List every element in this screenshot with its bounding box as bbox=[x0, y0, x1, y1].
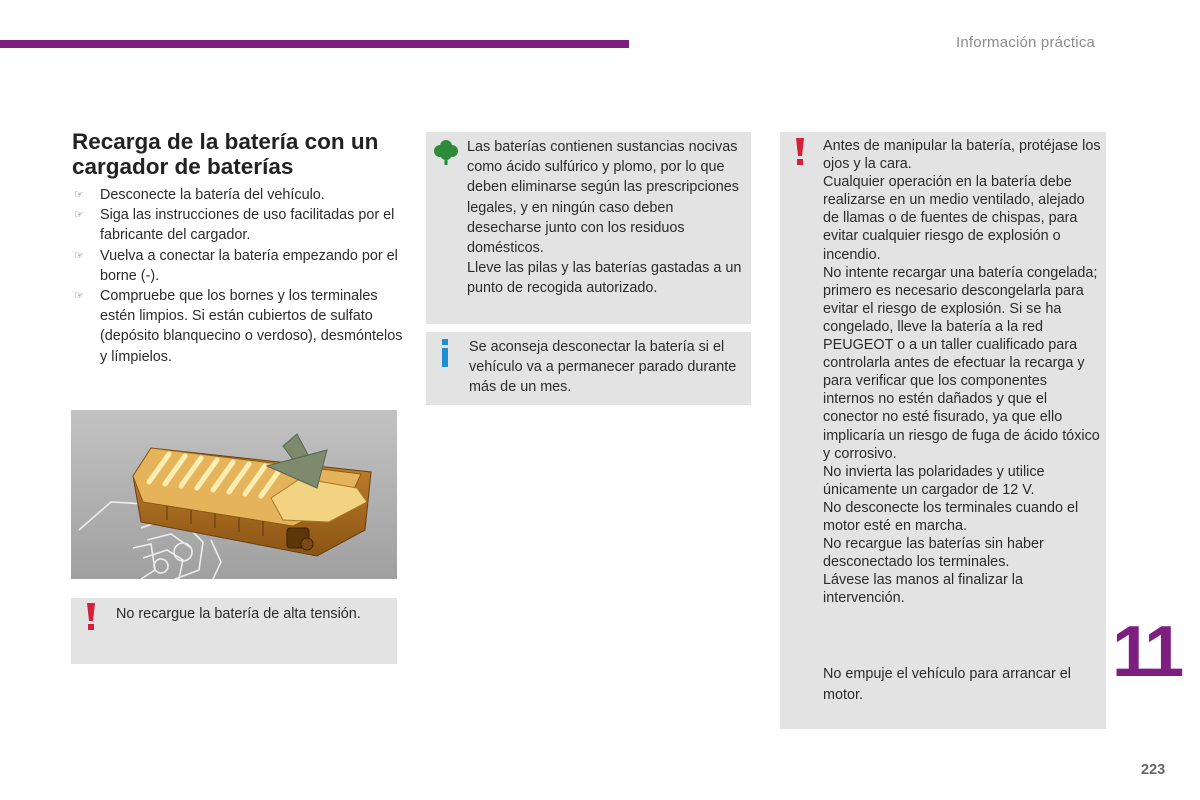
step-text: Siga las instrucciones de uso facilitadas por el fabricante del cargador. bbox=[100, 207, 395, 244]
safety-warning-text bbox=[823, 137, 1101, 607]
step-text: Desconecte la batería del vehículo. bbox=[100, 187, 325, 203]
section-title: Información práctica bbox=[956, 34, 1096, 51]
exclamation-icon bbox=[85, 603, 97, 636]
info-icon bbox=[440, 339, 450, 372]
list-item bbox=[74, 246, 404, 286]
paragraph: No desconecte los terminales cuando el motor esté en marcha. bbox=[823, 499, 1079, 534]
pointing-hand-icon: ☞ bbox=[74, 189, 84, 201]
environment-note-text bbox=[467, 137, 747, 299]
safety-warning-box bbox=[780, 132, 1106, 729]
high-voltage-warning-box bbox=[71, 598, 397, 664]
steps-list bbox=[74, 185, 404, 367]
list-item bbox=[74, 205, 404, 245]
list-item bbox=[74, 185, 404, 205]
pointing-hand-icon: ☞ bbox=[74, 209, 84, 222]
list-item bbox=[74, 286, 404, 367]
paragraph: Lávese las manos al finalizar la intervención. bbox=[823, 572, 1023, 607]
header-accent-bar bbox=[0, 40, 629, 48]
paragraph: No recargue las baterías sin haber desconectado los terminales. bbox=[823, 536, 1044, 571]
paragraph: No intente recargar una batería congelada; primero es necesario descongelarla para evitar el riesgo de explosión. Si se ha congelado, lleve la batería a la red PEUGEOT o a un taller cualificado para controlarla antes de efectuar la recarga y para verificar que los componentes internos no estén dañados y que el conector no esté fisurado, ya que ello implicaría un riesgo de fuga de ácido tóxico y corrosivo. bbox=[823, 264, 1100, 462]
pointing-hand-icon: ☞ bbox=[74, 249, 84, 262]
chapter-number: 11 bbox=[1112, 612, 1181, 692]
environment-note-box bbox=[426, 132, 751, 324]
paragraph: Las baterías contienen sustancias nocivas como ácido sulfúrico y plomo, por lo que deben eliminarse según las prescripciones legales, y en ningún caso deben desecharse junto con los residuos domésticos. bbox=[467, 139, 739, 257]
pointing-hand-icon: ☞ bbox=[74, 290, 84, 303]
paragraph: Antes de manipular la batería, protéjase los ojos y la cara. bbox=[823, 138, 1101, 173]
paragraph: No invierta las polaridades y utilice únicamente un cargador de 12 V. bbox=[823, 463, 1045, 498]
info-note-text: Se aconseja desconectar la batería si el vehículo va a permanecer parado durante más de un mes. bbox=[469, 339, 737, 396]
step-text: Vuelva a conectar la batería empezando por el borne (-). bbox=[100, 247, 398, 284]
tree-icon bbox=[434, 139, 458, 170]
info-note-box bbox=[426, 332, 751, 405]
page-heading: Recarga de la batería con un cargador de baterías bbox=[72, 129, 379, 179]
step-text: Compruebe que los bornes y los terminales estén limpios. Si están cubiertos de sulfato (depósito blanquecino o verdoso), desmóntelos y límpielos. bbox=[100, 288, 403, 365]
push-start-warning: No empuje el vehículo para arrancar el motor. bbox=[823, 666, 1071, 703]
exclamation-icon bbox=[794, 138, 806, 171]
page-number: 223 bbox=[1141, 762, 1166, 778]
battery-illustration bbox=[71, 410, 397, 579]
warning-text: No recargue la batería de alta tensión. bbox=[116, 606, 361, 622]
paragraph: Lleve las pilas y las baterías gastadas a un punto de recogida autorizado. bbox=[467, 260, 742, 297]
paragraph: Cualquier operación en la batería debe realizarse en un medio ventilado, alejado de llamas o de fuentes de chispas, para evitar cualquier riesgo de explosión o incendio. bbox=[823, 174, 1085, 263]
